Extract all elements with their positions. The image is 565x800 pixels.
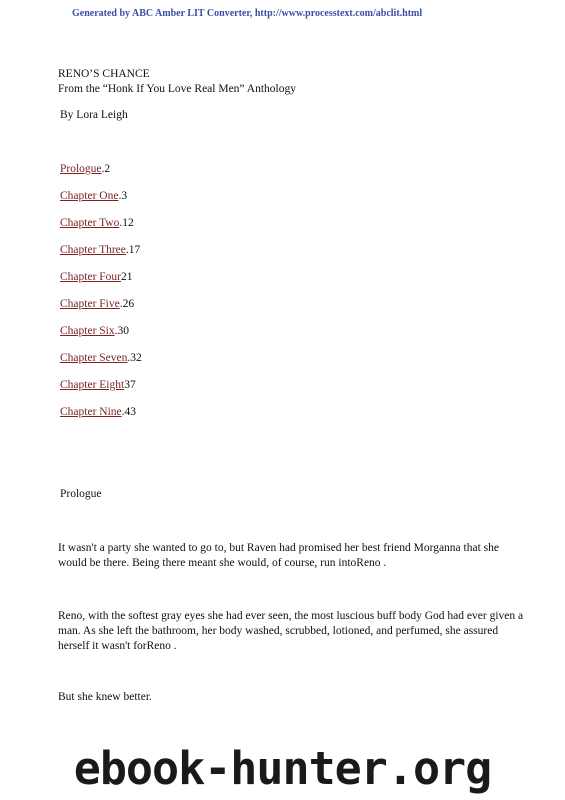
toc-link-chapter-six[interactable]: Chapter Six: [60, 325, 115, 337]
book-subtitle: From the “Honk If You Love Real Men” Anthology: [58, 83, 296, 95]
body-paragraph: It wasn't a party she wanted to go to, but Raven had promised her best friend Morganna that she would be there. Being there meant she would, of course, run intoReno .: [58, 542, 499, 569]
toc-page-number: .12: [119, 217, 134, 229]
toc-link-prologue[interactable]: Prologue: [60, 163, 102, 175]
toc-item-chapter-six: [60, 324, 142, 351]
toc-page-number: .17: [125, 244, 141, 256]
book-author: By Lora Leigh: [60, 109, 128, 121]
toc-item-chapter-eight: [60, 378, 142, 405]
title-block: [58, 67, 296, 97]
body-paragraph: But she knew better.: [58, 691, 152, 703]
toc-item-prologue: [60, 162, 142, 189]
toc-page-number: .30: [114, 325, 129, 337]
toc-link-chapter-nine[interactable]: Chapter Nine: [60, 406, 122, 418]
toc-item-chapter-one: [60, 189, 142, 216]
toc-item-chapter-nine: [60, 405, 142, 432]
toc-page-number: .2: [101, 163, 111, 175]
table-of-contents: [60, 162, 142, 432]
toc-item-chapter-two: [60, 216, 142, 243]
toc-link-chapter-four[interactable]: Chapter Four: [60, 271, 122, 283]
toc-link-chapter-eight[interactable]: Chapter Eight: [60, 379, 125, 391]
toc-page-number: .3: [118, 190, 128, 202]
book-title: RENO’S CHANCE: [58, 68, 150, 80]
generator-header: Generated by ABC Amber LIT Converter, http://www.processtext.com/abclit.html: [72, 8, 423, 19]
toc-page-number: 21: [121, 271, 133, 283]
toc-item-chapter-four: [60, 270, 142, 297]
toc-item-chapter-three: [60, 243, 142, 270]
section-heading-prologue: Prologue: [60, 488, 102, 500]
toc-page-number: 37: [124, 379, 136, 391]
toc-page-number: .26: [119, 298, 135, 310]
toc-page-number: .32: [127, 352, 142, 364]
toc-link-chapter-two[interactable]: Chapter Two: [60, 217, 120, 229]
toc-link-chapter-seven[interactable]: Chapter Seven: [60, 352, 128, 364]
toc-link-chapter-one[interactable]: Chapter One: [60, 190, 119, 202]
body-paragraph: Reno, with the softest gray eyes she had ever seen, the most luscious buff body God had ever given a man. As she left the bathroom, her body washed, scrubbed, lotioned, and perfumed, she assured herself it wasn't forReno .: [58, 610, 524, 652]
toc-link-chapter-three[interactable]: Chapter Three: [60, 244, 126, 256]
toc-page-number: .43: [121, 406, 137, 418]
toc-item-chapter-five: [60, 297, 142, 324]
toc-link-chapter-five[interactable]: Chapter Five: [60, 298, 120, 310]
toc-item-chapter-seven: [60, 351, 142, 378]
watermark-text: ebook-hunter.org: [73, 742, 492, 795]
